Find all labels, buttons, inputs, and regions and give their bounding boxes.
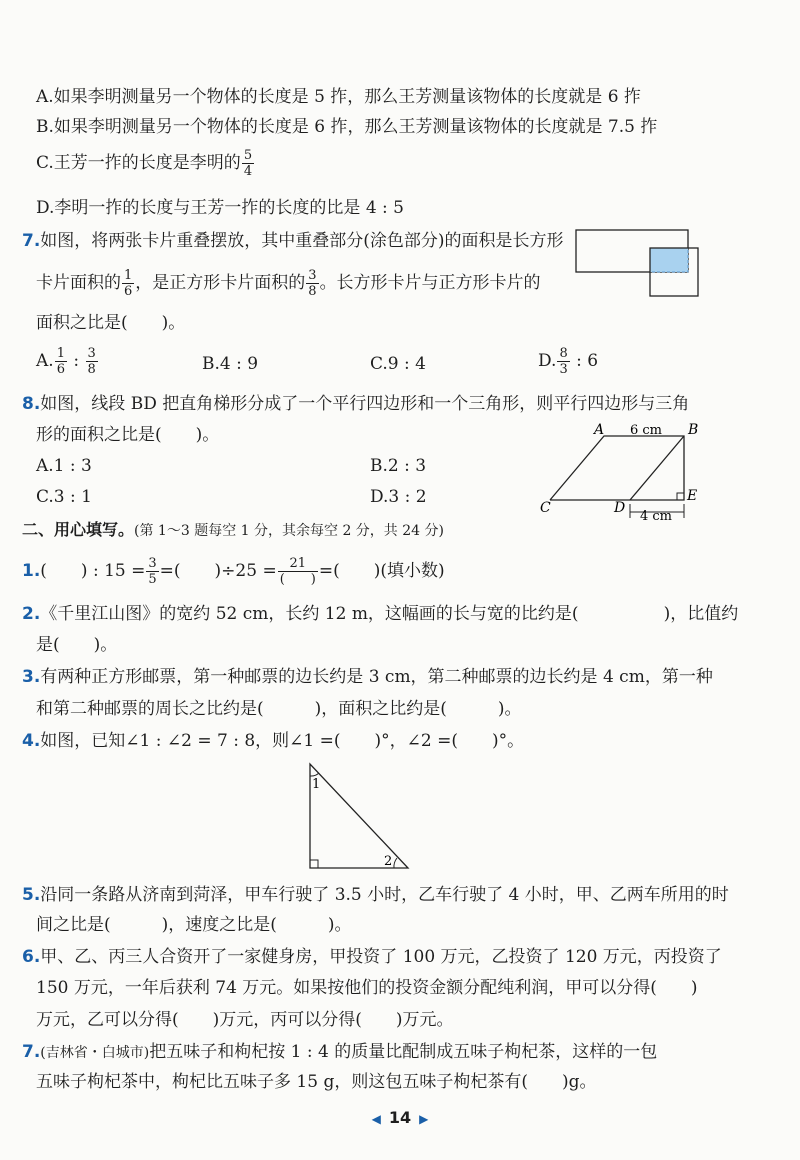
fraction-numerator: 3	[148, 556, 157, 571]
f4-line1	[22, 730, 524, 752]
f5-line2: 间之比是( )，速度之比是( )。	[36, 915, 352, 935]
f6-line3: 万元，乙可以分得( )万元，丙可以分得( )万元。	[36, 1010, 454, 1030]
f1-line	[22, 556, 445, 587]
label-bottom-length: 4 cm	[640, 509, 673, 524]
fraction-denominator: 8	[308, 284, 317, 299]
angle-1-arc	[310, 773, 319, 776]
fraction-numerator: 8	[559, 346, 568, 361]
q8-option-d: D.3 : 2	[370, 487, 427, 507]
page-footer	[0, 1108, 800, 1127]
next-triangle-icon: ▶	[419, 1112, 429, 1126]
f3-line2: 和第二种邮票的周长之比约是( )，面积之比约是( )。	[36, 699, 522, 719]
q7-option-a-fraction-1	[55, 346, 67, 377]
fraction-denominator: 3	[559, 362, 568, 377]
q7-line2	[36, 268, 541, 299]
q7-text-2c: 。长方形卡片与正方形卡片的	[319, 273, 541, 293]
f2-text-1: 《千里江山图》的宽约 52 cm，长约 12 m，这幅画的长与宽的比约是( )，比值约	[40, 604, 739, 624]
f5-number: 5.	[22, 885, 41, 905]
fraction-denominator: 6	[56, 362, 65, 377]
q7-option-c: C.9 : 4	[370, 354, 426, 374]
q6-option-c-text: C.王芳一拃的长度是李明的	[36, 153, 241, 173]
label-e: E	[687, 488, 698, 504]
f2-line2: 是( )。	[36, 635, 118, 655]
q7-option-b: B.4 : 9	[202, 354, 259, 374]
label-a: A	[594, 422, 605, 438]
q6-option-c-fraction	[242, 148, 254, 179]
q8-number: 8.	[22, 394, 41, 414]
section2-header	[22, 519, 444, 542]
f7-text-1: 把五味子和枸杞按 1 : 4 的质量比配制成五味子枸杞茶，这样的一包	[149, 1042, 658, 1062]
q7-line1	[22, 230, 564, 252]
q7-option-d-prefix: D.	[538, 351, 557, 371]
right-angle-mark	[677, 493, 684, 500]
f6-number: 6.	[22, 947, 41, 967]
q8-text-1: 如图，线段 BD 把直角梯形分成了一个平行四边形和一个三角形，则平行四边形与三角	[40, 394, 690, 414]
label-d: D	[614, 500, 626, 516]
q7-fraction-2	[306, 268, 318, 299]
f5-line1	[22, 884, 729, 906]
prev-triangle-icon: ◀	[371, 1112, 381, 1126]
f7-line2: 五味子枸杞茶中，枸杞比五味子多 15 g，则这包五味子枸杞茶有( )g。	[36, 1072, 597, 1092]
f7-source: (吉林省・白城市)	[40, 1045, 150, 1061]
f2-number: 2.	[22, 604, 41, 624]
q7-text-2b: ，是正方形卡片面积的	[135, 273, 306, 293]
f1-fraction-2	[278, 556, 318, 587]
f1-fraction-1	[146, 556, 158, 587]
q7-line3: 面积之比是( )。	[36, 313, 186, 333]
q7-option-a-sep: :	[67, 351, 85, 371]
q7-fraction-1	[122, 268, 134, 299]
q7-overlap-figure	[574, 226, 704, 300]
fraction-numerator: 21	[278, 556, 318, 572]
label-b: B	[688, 422, 699, 438]
q6-option-a: A.如果李明测量另一个物体的长度是 5 拃，那么王芳测量该物体的长度就是 6 拃	[36, 87, 641, 107]
q8-line1	[22, 393, 689, 415]
q6-option-d: D.李明一拃的长度与王芳一拃的长度的比是 4 : 5	[36, 198, 404, 218]
f4-triangle-figure	[300, 758, 416, 874]
section2-title: 二、用心填写。	[22, 520, 135, 539]
f5-text-1: 沿同一条路从济南到菏泽，甲车行驶了 3.5 小时，乙车行驶了 4 小时，甲、乙两车所用的时	[40, 885, 729, 905]
section2-note: (第 1～3 题每空 1 分，其余每空 2 分，共 24 分)	[134, 523, 444, 539]
fraction-numerator: 3	[87, 346, 96, 361]
f6-line2: 150 万元，一年后获利 74 万元。如果按他们的投资金额分配纯利润，甲可以分得( )	[36, 978, 698, 998]
q8-option-c: C.3 : 1	[36, 487, 92, 507]
f3-line1	[22, 666, 713, 688]
f4-text-1: 如图，已知∠1 : ∠2 = 7 : 8，则∠1 =( )°，∠2 =( )°。	[40, 731, 525, 751]
f3-text-1: 有两种正方形邮票，第一种邮票的边长约是 3 cm，第二种邮票的边长约是 4 cm，第一种	[40, 667, 713, 687]
q7-option-d	[538, 346, 598, 377]
q8-line2: 形的面积之比是( )。	[36, 425, 220, 445]
f1-part1: ( ) : 15 =	[40, 561, 146, 581]
f7-number: 7.	[22, 1042, 41, 1062]
q7-text-2a: 卡片面积的	[36, 273, 121, 293]
q7-option-a	[36, 346, 99, 377]
angle-2-arc	[394, 858, 397, 868]
right-triangle	[310, 764, 408, 868]
q6-option-b: B.如果李明测量另一个物体的长度是 6 拃，那么王芳测量该物体的长度就是 7.5 拃	[36, 117, 658, 137]
fraction-denominator: 4	[243, 164, 253, 179]
f7-line1	[22, 1041, 657, 1064]
right-angle-mark	[310, 860, 318, 868]
segment-bd	[630, 436, 684, 500]
f1-part3: =( )(填小数)	[318, 561, 445, 581]
fraction-numerator: 5	[243, 148, 253, 163]
fraction-numerator: 1	[124, 268, 133, 283]
f2-line1	[22, 603, 738, 625]
f1-number: 1.	[22, 561, 41, 581]
q7-text-1: 如图，将两张卡片重叠摆放，其中重叠部分(涂色部分)的面积是长方形	[40, 231, 564, 251]
q7-option-a-fraction-2	[86, 346, 98, 377]
f3-number: 3.	[22, 667, 41, 687]
fraction-numerator: 3	[308, 268, 317, 283]
q8-trapezoid-figure	[538, 420, 708, 524]
q7-option-d-rest: : 6	[570, 351, 599, 371]
fraction-numerator: 1	[56, 346, 65, 361]
f1-part2: =( )÷25 =	[159, 561, 277, 581]
f6-line1	[22, 946, 722, 968]
angle-1-label: 1	[312, 777, 321, 792]
q7-number: 7.	[22, 231, 41, 251]
q8-option-b: B.2 : 3	[370, 456, 427, 476]
page-number: 14	[388, 1108, 412, 1127]
q7-option-a-prefix: A.	[36, 351, 54, 371]
fraction-denominator: 6	[124, 284, 133, 299]
angle-2-label: 2	[384, 854, 393, 869]
q7-option-d-fraction	[557, 346, 569, 377]
q6-option-c	[36, 148, 255, 179]
f6-text-1: 甲、乙、丙三人合资开了一家健身房，甲投资了 100 万元，乙投资了 120 万元，丙投资了	[40, 947, 722, 967]
fraction-denominator: ( )	[279, 572, 316, 587]
label-c: C	[540, 500, 551, 516]
f4-number: 4.	[22, 731, 41, 751]
fraction-denominator: 8	[87, 362, 96, 377]
trapezoid-outline	[550, 436, 684, 500]
label-top-length: 6 cm	[630, 423, 663, 438]
overlap-shaded-area	[650, 248, 688, 272]
fraction-denominator: 5	[148, 572, 157, 587]
q8-option-a: A.1 : 3	[36, 456, 92, 476]
